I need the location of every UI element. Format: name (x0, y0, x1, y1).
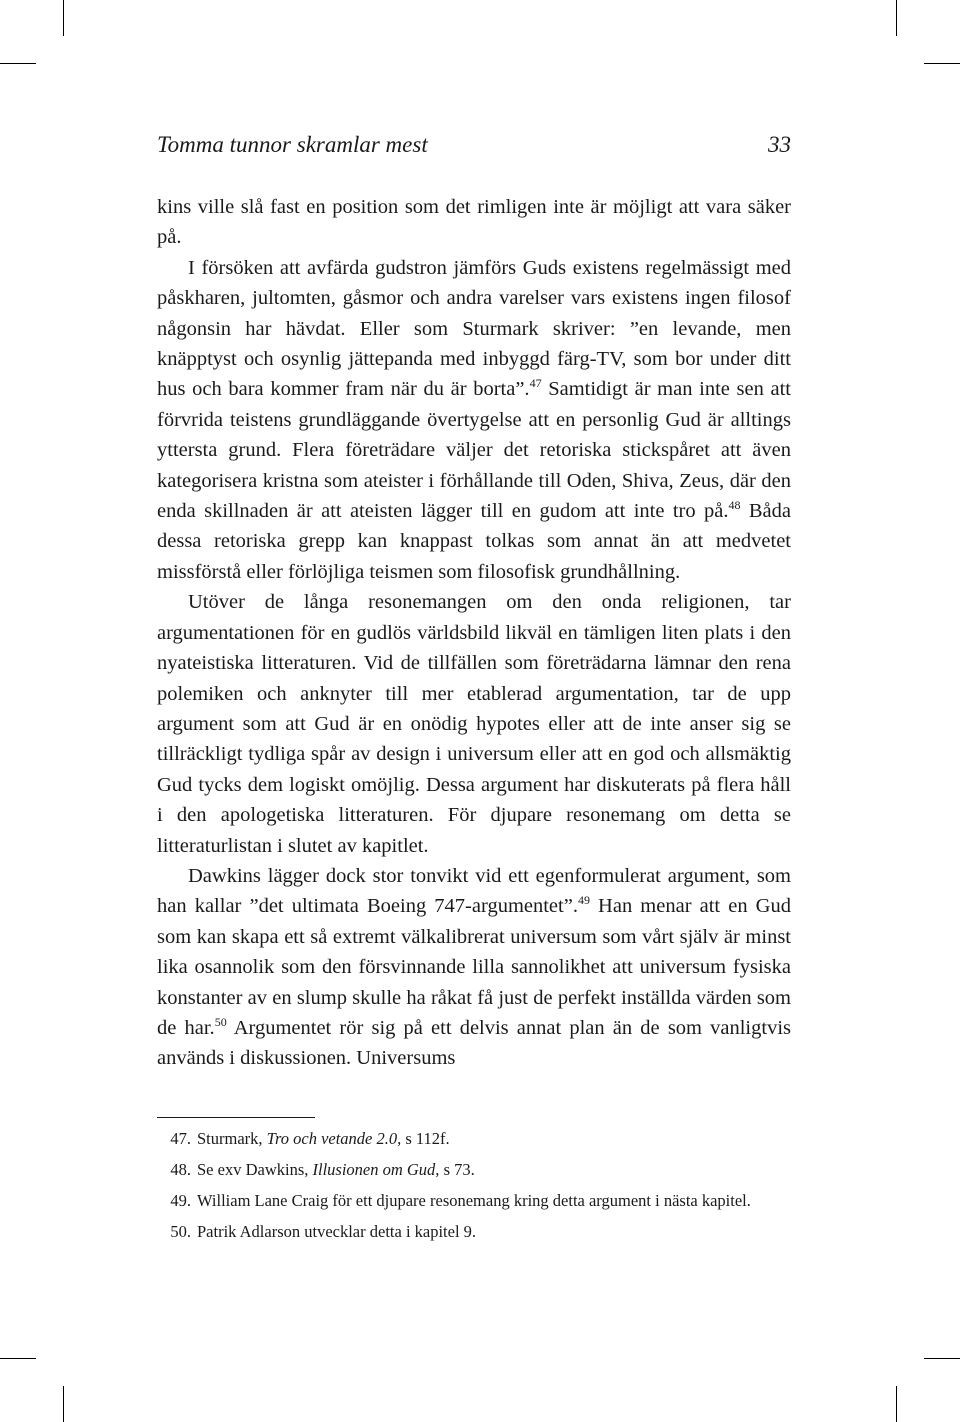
footnote-ref[interactable]: 49 (577, 893, 590, 908)
footnote-number: 49. (170, 1191, 191, 1210)
body-text (157, 192, 791, 1074)
page-number: 33 (768, 132, 791, 157)
footnote-ref[interactable]: 48 (728, 498, 741, 513)
footnote-text: Patrik Adlarson utvecklar detta i kapitel 9. (197, 1222, 477, 1241)
footnote (157, 1158, 791, 1181)
footnote-text: William Lane Craig för ett djupare resonemang kring detta argument i nästa kapitel. (197, 1191, 751, 1210)
footnote (157, 1127, 791, 1150)
crop-mark (0, 1358, 36, 1359)
footnote-ref[interactable]: 50 (214, 1014, 227, 1029)
crop-mark (896, 0, 897, 36)
running-header (157, 132, 791, 164)
footnote (157, 1189, 791, 1212)
footnote-text: Sturmark, Tro och vetande 2.0, s 112f. (197, 1129, 450, 1148)
footnotes (157, 1127, 791, 1251)
paragraph: Dawkins lägger dock stor tonvikt vid ett egenformulerat argument, som han kallar ”det ultimata Boeing 747-argumentet”.$^{49}$ Han menar att en Gud som kan skapa ett så extremt välkalibrerat universum som vårt själv är minst lika osannolik som den försvinnande lilla sannolikhet att universum fysiska konstanter av en slump skulle ha råkat få just de perfekt inställda värden som de har.$^{50}$ Argumentet rör sig på ett delvis annat plan än de som vanligtvis används i diskussionen. Universums (157, 864, 791, 1070)
crop-mark (924, 63, 960, 64)
footnote (157, 1220, 791, 1243)
crop-mark (924, 1358, 960, 1359)
crop-mark (63, 1386, 64, 1422)
paragraph: Utöver de långa resonemangen om den onda religionen, tar argumentationen för en gudlös världsbild likväl en tämligen liten plats i den nyateistiska litteraturen. Vid de tillfällen som företrädarna lämnar den rena polemiken och anknyter till mer etablerad argumentation, tar de upp argument som att Gud är en onödig hypotes eller att de inte anser sig se tillräckligt tydliga spår av design i universum eller att en god och allsmäktig Gud tycks dem logiskt omöjlig. Dessa argument har diskuterats på flera håll i den apologetiska litteraturen. För djupare resonemang om detta se litteraturlistan i slutet av kapitlet. (157, 591, 791, 857)
running-title: Tomma tunnor skramlar mest (157, 132, 428, 157)
footnote-number: 48. (170, 1160, 191, 1179)
footnote-number: 47. (170, 1129, 191, 1148)
footnote-text: Se exv Dawkins, Illusionen om Gud, s 73. (197, 1160, 475, 1179)
crop-mark (63, 0, 64, 36)
footnote-ref[interactable]: 47 (529, 376, 542, 391)
paragraph: I försöken att avfärda gudstron jämförs Guds existens regelmässigt med påskharen, jultomten, gåsmor och andra varelser vars existens ingen filosof någonsin har hävdat. Eller som Sturmark skriver: ”en levande, men knäpptyst och osynlig jättepanda med inbyggd färg-TV, som bor under ditt hus och bara kommer fram när du är borta”.$^{47}$ Samtidigt är man inte sen att förvrida teistens grundläggande övertygelse att en personlig Gud är alltings yttersta grund. Flera företrädare väljer det retoriska stickspåret att även kategorisera kristna som ateister i förhållande till Oden, Shiva, Zeus, där den enda skillnaden är att ateisten lägger till en gudom att inte tro på.$^{48}$ Båda dessa retoriska grepp kan knappast tolkas som annat än att medvetet missförstå eller förlöjliga teismen som filosofisk grundhållning. (157, 256, 791, 583)
paragraph: kins ville slå fast en position som det rimligen inte är möjligt att vara säker på. (157, 196, 791, 249)
crop-mark (896, 1386, 897, 1422)
crop-mark (0, 63, 36, 64)
footnote-number: 50. (170, 1222, 191, 1241)
footnote-divider (157, 1117, 315, 1118)
